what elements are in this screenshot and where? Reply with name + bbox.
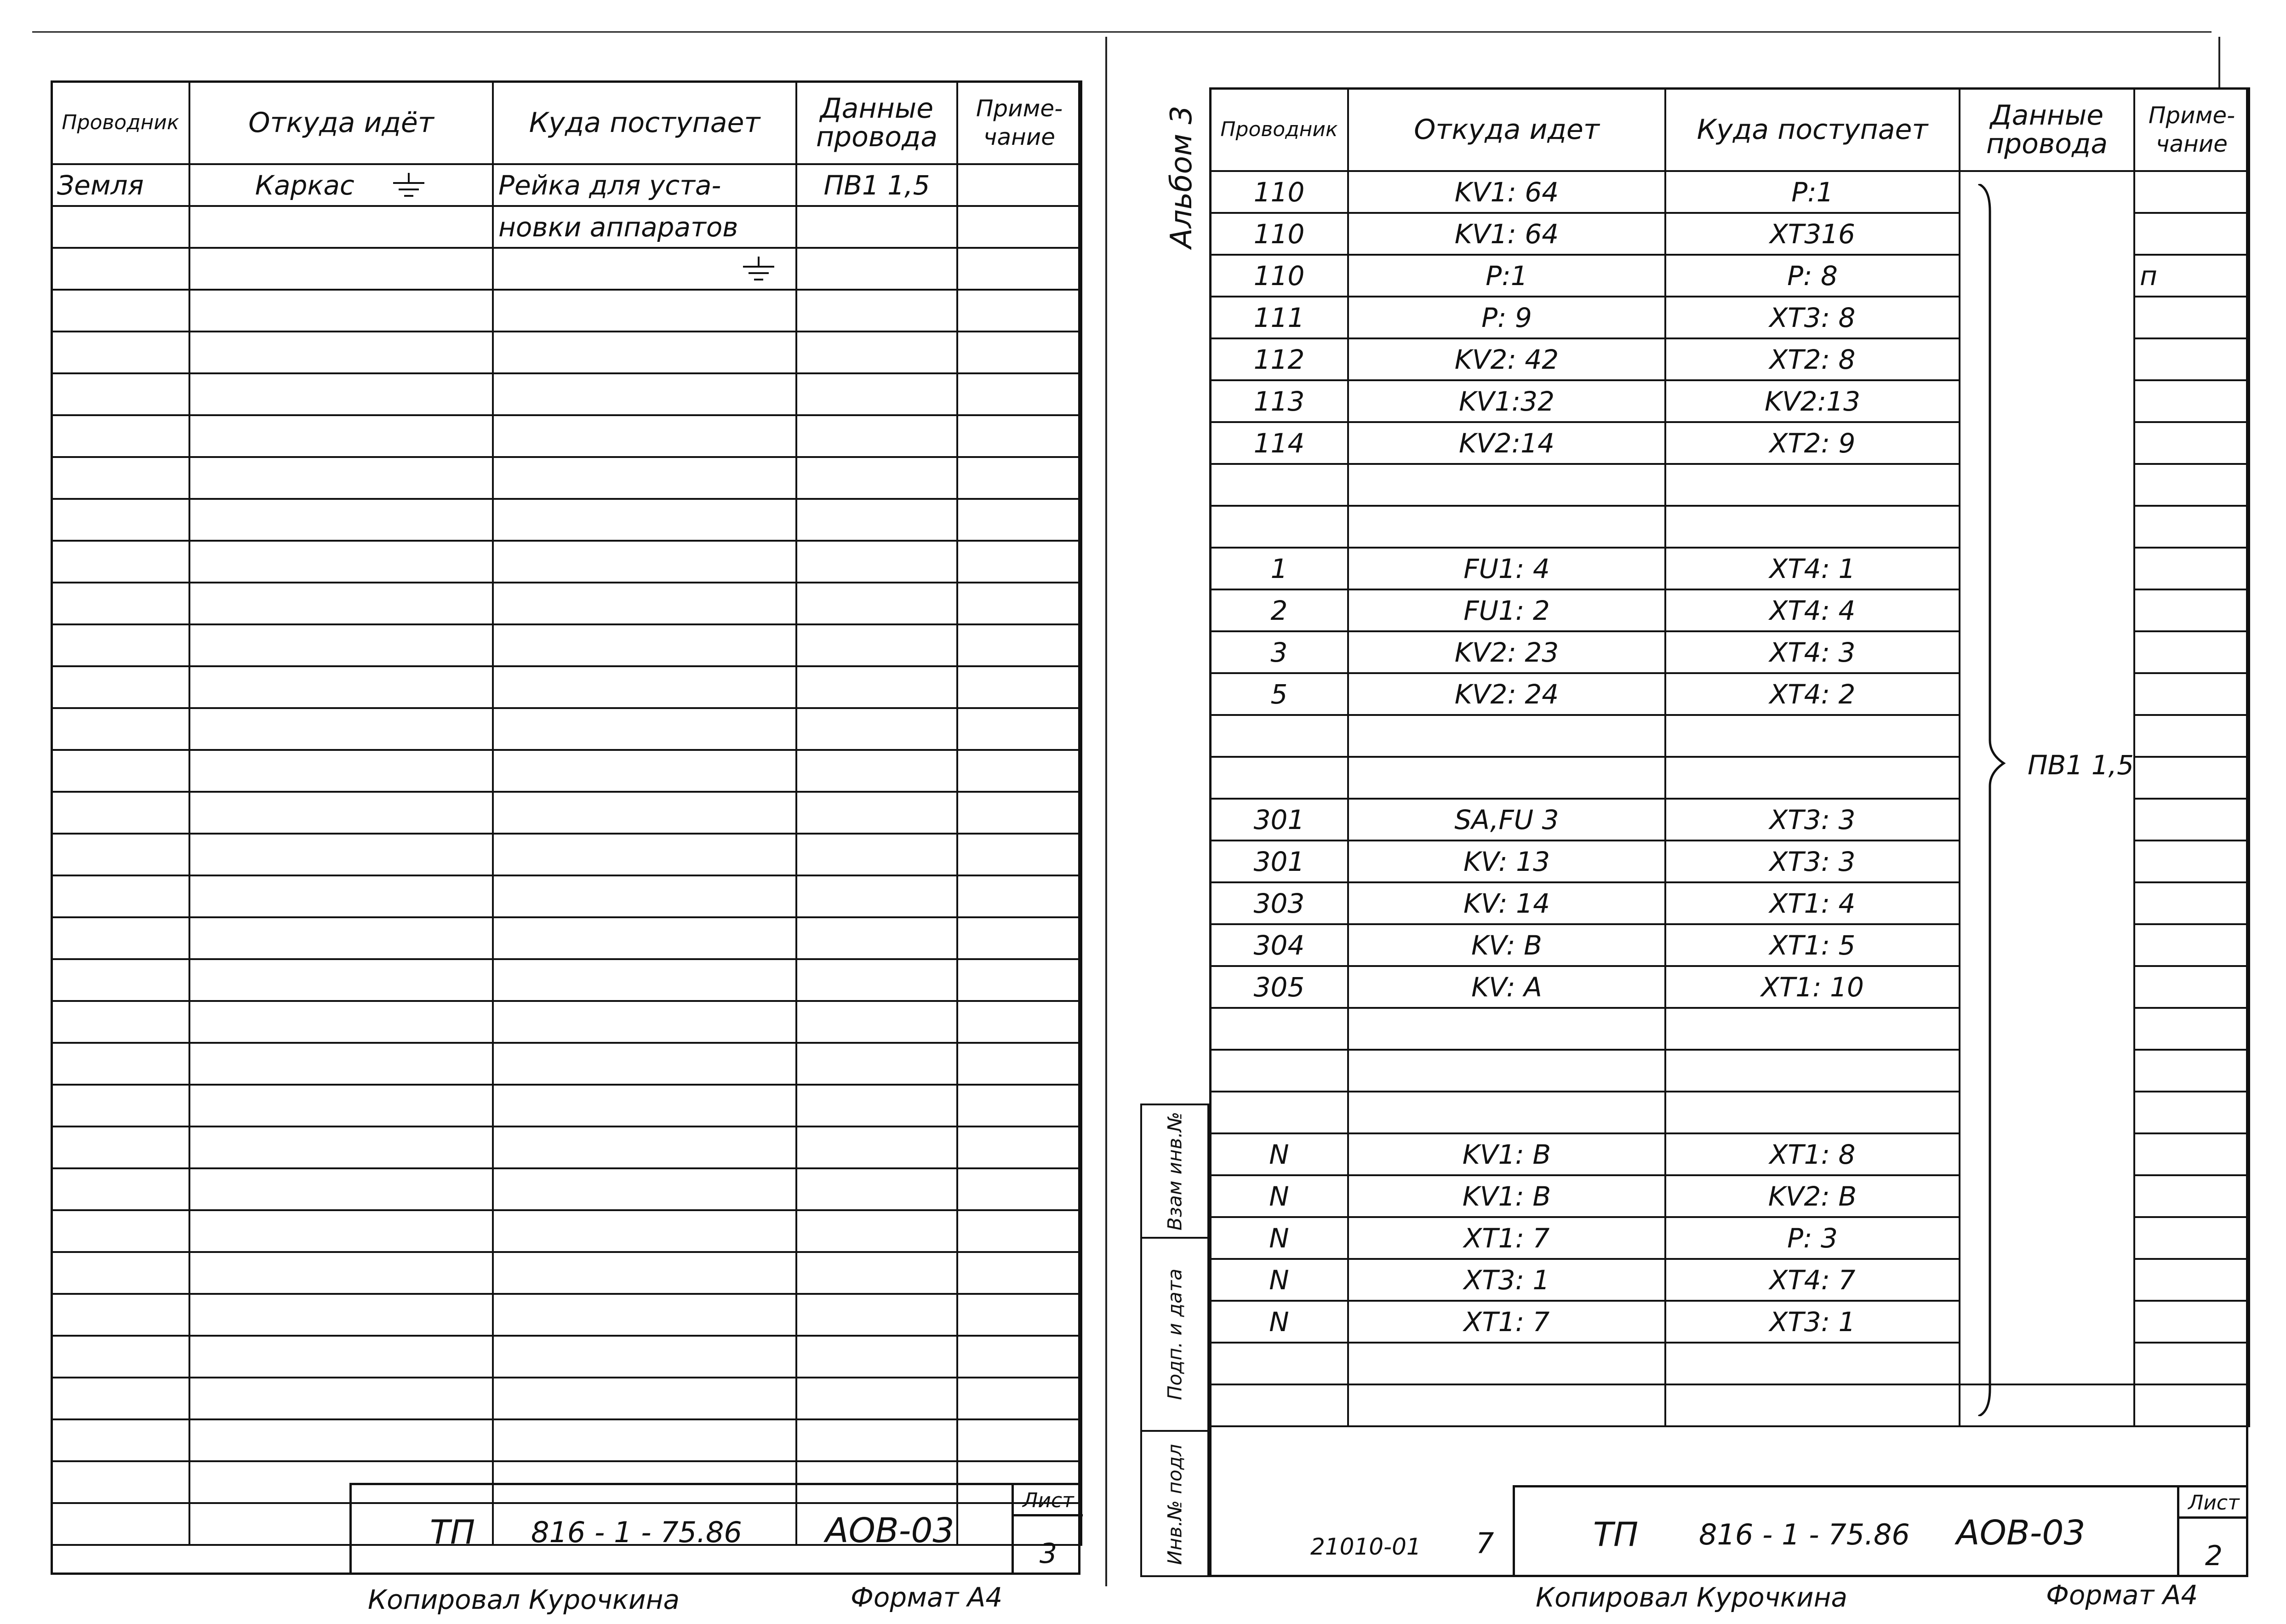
note-cell bbox=[2134, 1259, 2249, 1301]
stamp-replace-inv: Взам инв.№ bbox=[1142, 1105, 1207, 1239]
table-row bbox=[1210, 589, 2249, 631]
table-row bbox=[51, 332, 1081, 373]
table-row bbox=[1210, 1050, 2249, 1092]
table-row bbox=[51, 875, 1081, 917]
ground-icon bbox=[740, 257, 777, 284]
table-row bbox=[51, 959, 1081, 1001]
from-cell bbox=[1348, 506, 1665, 548]
to-cell: XT4: 3 bbox=[1665, 631, 1960, 673]
to-cell: KV2: B bbox=[1665, 1175, 1960, 1217]
wire-data-value: ПВ1 1,5 bbox=[2028, 749, 2134, 781]
to-cell: XT4: 2 bbox=[1665, 673, 1960, 715]
wire-cell: 2 bbox=[1210, 589, 1348, 631]
from-cell: XT3: 1 bbox=[1348, 1259, 1665, 1301]
from-cell: KV: A bbox=[1348, 966, 1665, 1008]
album-label: Альбом 3 bbox=[1165, 105, 1199, 249]
left-wire-table bbox=[51, 80, 1082, 1546]
table-row bbox=[1210, 673, 2249, 715]
to-cell: XT3: 3 bbox=[1665, 799, 1960, 841]
sheet-number: 2 bbox=[2205, 1540, 2223, 1572]
to-cell: XT4: 1 bbox=[1665, 548, 1960, 589]
table-row bbox=[51, 834, 1081, 875]
from-cell: Р: 9 bbox=[1348, 297, 1665, 338]
note-cell bbox=[957, 206, 1081, 248]
wire-cell bbox=[1210, 757, 1348, 799]
title-code: ТП bbox=[430, 1513, 475, 1551]
from-cell: KV2: 42 bbox=[1348, 338, 1665, 380]
table-row bbox=[1210, 631, 2249, 673]
from-cell: KV1: 64 bbox=[1348, 213, 1665, 255]
table-row bbox=[1210, 882, 2249, 924]
table-row bbox=[51, 1168, 1081, 1210]
table-row bbox=[1210, 1175, 2249, 1217]
table-row bbox=[1210, 1092, 2249, 1133]
from-cell: KV: 14 bbox=[1348, 882, 1665, 924]
table-row bbox=[51, 1378, 1081, 1419]
header-to: Куда поступает bbox=[1665, 88, 1960, 171]
note-cell bbox=[2134, 338, 2249, 380]
wire-cell bbox=[1210, 1092, 1348, 1133]
from-cell: KV1:32 bbox=[1348, 380, 1665, 422]
to-cell bbox=[1665, 757, 1960, 799]
from-cell: Р:1 bbox=[1348, 255, 1665, 297]
wire-data-cell: ПВ1 1,5 bbox=[796, 164, 957, 206]
from-cell: KV2: 24 bbox=[1348, 673, 1665, 715]
table-row bbox=[1210, 799, 2249, 841]
table-row bbox=[1210, 255, 2249, 297]
to-cell: XT316 bbox=[1665, 213, 1960, 255]
note-cell bbox=[2134, 506, 2249, 548]
table-row bbox=[51, 290, 1081, 332]
note-cell bbox=[2134, 799, 2249, 841]
to-cell: Рейка для уста- bbox=[493, 164, 796, 206]
ground-icon bbox=[390, 173, 427, 200]
wire-cell: 303 bbox=[1210, 882, 1348, 924]
from-cell: SA,FU 3 bbox=[1348, 799, 1665, 841]
wire-cell: 114 bbox=[1210, 422, 1348, 464]
title-code: ТП bbox=[1593, 1515, 1639, 1554]
wire-cell: N bbox=[1210, 1301, 1348, 1343]
table-row bbox=[1210, 1133, 2249, 1175]
to-cell: Р:1 bbox=[1665, 171, 1960, 213]
from-cell: KV2:14 bbox=[1348, 422, 1665, 464]
table-row bbox=[1210, 464, 2249, 506]
header-wire: Проводник bbox=[51, 81, 189, 164]
wire-cell: 111 bbox=[1210, 297, 1348, 338]
to-cell bbox=[1665, 1050, 1960, 1092]
wire-cell bbox=[1210, 715, 1348, 757]
to-cell: XT1: 8 bbox=[1665, 1133, 1960, 1175]
table-row bbox=[51, 1419, 1081, 1461]
from-cell: KV: 13 bbox=[1348, 841, 1665, 882]
note-cell bbox=[2134, 841, 2249, 882]
wire-cell: 110 bbox=[1210, 213, 1348, 255]
group-brace bbox=[1976, 184, 2008, 1416]
title-number: 816 - 1 - 75.86 bbox=[531, 1515, 742, 1549]
table-row bbox=[1210, 213, 2249, 255]
note-cell bbox=[2134, 213, 2249, 255]
to-cell: XT3: 3 bbox=[1665, 841, 1960, 882]
table-row bbox=[51, 1252, 1081, 1294]
from-cell bbox=[1348, 1050, 1665, 1092]
from-cell bbox=[189, 206, 493, 248]
note-cell bbox=[2134, 1301, 2249, 1343]
note-cell bbox=[2134, 422, 2249, 464]
wire-cell: 112 bbox=[1210, 338, 1348, 380]
table-row bbox=[51, 373, 1081, 415]
table-row bbox=[1210, 1259, 2249, 1301]
to-cell bbox=[1665, 715, 1960, 757]
right-footer-format: Формат А4 bbox=[2046, 1579, 2198, 1611]
table-row bbox=[51, 917, 1081, 959]
table-row bbox=[1210, 338, 2249, 380]
table-row bbox=[1210, 1384, 2249, 1426]
from-cell: KV1: 64 bbox=[1348, 171, 1665, 213]
left-sheet bbox=[51, 80, 1080, 1575]
wire-cell: 113 bbox=[1210, 380, 1348, 422]
from-cell: FU1: 2 bbox=[1348, 589, 1665, 631]
header-note: Приме- чание bbox=[957, 81, 1081, 164]
to-cell bbox=[1665, 1008, 1960, 1050]
note-cell bbox=[2134, 1092, 2249, 1133]
wire-cell: 301 bbox=[1210, 841, 1348, 882]
to-cell: Р: 8 bbox=[1665, 255, 1960, 297]
corner-mark bbox=[2218, 37, 2220, 87]
title-block bbox=[349, 1483, 1080, 1575]
table-row bbox=[1210, 1343, 2249, 1384]
right-sheet bbox=[1209, 87, 2248, 1577]
wire-data-cell bbox=[796, 206, 957, 248]
table-row bbox=[1210, 924, 2249, 966]
table-row bbox=[51, 457, 1081, 499]
from-cell: KV1: B bbox=[1348, 1175, 1665, 1217]
wire-cell: 110 bbox=[1210, 255, 1348, 297]
approval-stamp bbox=[1140, 1104, 1209, 1577]
from-cell: XT1: 7 bbox=[1348, 1301, 1665, 1343]
to-cell: XT2: 8 bbox=[1665, 338, 1960, 380]
from-cell: KV1: B bbox=[1348, 1133, 1665, 1175]
note-cell bbox=[2134, 464, 2249, 506]
note-cell bbox=[2134, 757, 2249, 799]
note-cell bbox=[2134, 631, 2249, 673]
from-cell bbox=[1348, 715, 1665, 757]
wire-cell: N bbox=[1210, 1175, 1348, 1217]
note-cell bbox=[2134, 1133, 2249, 1175]
to-cell: XT4: 4 bbox=[1665, 589, 1960, 631]
table-row bbox=[1210, 1217, 2249, 1259]
wire-cell bbox=[1210, 506, 1348, 548]
sheet-number-cell bbox=[1012, 1485, 1083, 1573]
note-cell bbox=[2134, 171, 2249, 213]
wire-cell: N bbox=[1210, 1259, 1348, 1301]
wire-cell: 304 bbox=[1210, 924, 1348, 966]
title-doc: АОВ-03 bbox=[1956, 1513, 2086, 1553]
to-cell: XT3: 8 bbox=[1665, 297, 1960, 338]
from-cell: KV2: 23 bbox=[1348, 631, 1665, 673]
wire-cell: Земля bbox=[51, 164, 189, 206]
wire-cell: 3 bbox=[1210, 631, 1348, 673]
title-number: 816 - 1 - 75.86 bbox=[1699, 1518, 1910, 1551]
sheet-label: Лист bbox=[2179, 1491, 2248, 1519]
header-wire-data: Данные провода bbox=[1960, 88, 2134, 171]
wire-cell: 5 bbox=[1210, 673, 1348, 715]
fold-line bbox=[1105, 37, 1107, 1586]
table-row bbox=[51, 248, 1081, 290]
to-cell: XT1: 5 bbox=[1665, 924, 1960, 966]
table-row bbox=[51, 1336, 1081, 1378]
header-from: Откуда идет bbox=[1348, 88, 1665, 171]
table-row bbox=[51, 583, 1081, 624]
to-cell: XT1: 10 bbox=[1665, 966, 1960, 1008]
wire-cell: 301 bbox=[1210, 799, 1348, 841]
table-row bbox=[1210, 841, 2249, 882]
note-cell bbox=[2134, 1217, 2249, 1259]
note-cell bbox=[2134, 924, 2249, 966]
from-cell: FU1: 4 bbox=[1348, 548, 1665, 589]
note-cell bbox=[2134, 882, 2249, 924]
table-row bbox=[51, 1085, 1081, 1127]
to-cell: XT1: 4 bbox=[1665, 882, 1960, 924]
table-row bbox=[51, 1294, 1081, 1336]
to-cell: новки аппаратов bbox=[493, 206, 796, 248]
note-cell bbox=[2134, 380, 2249, 422]
note-cell bbox=[2134, 1175, 2249, 1217]
table-row bbox=[51, 1210, 1081, 1252]
left-footer-format: Формат А4 bbox=[851, 1582, 1003, 1613]
table-row bbox=[1210, 1301, 2249, 1343]
note-cell bbox=[2134, 589, 2249, 631]
right-footer-copied: Копировал Курочкина bbox=[1536, 1582, 1848, 1613]
table-row bbox=[1210, 171, 2249, 213]
table-row bbox=[51, 541, 1081, 583]
from-cell bbox=[1348, 1092, 1665, 1133]
table-row bbox=[1210, 548, 2249, 589]
header-wire-data: Данные провода bbox=[796, 81, 957, 164]
note-cell: п bbox=[2134, 255, 2249, 297]
wire-cell bbox=[51, 206, 189, 248]
inventory-extra: 7 bbox=[1476, 1527, 1494, 1560]
to-cell bbox=[493, 248, 796, 290]
to-cell bbox=[1665, 1092, 1960, 1133]
table-row bbox=[51, 750, 1081, 792]
note-cell bbox=[957, 164, 1081, 206]
to-cell: KV2:13 bbox=[1665, 380, 1960, 422]
left-footer-copied: Копировал Курочкина bbox=[368, 1584, 680, 1615]
note-cell bbox=[2134, 966, 2249, 1008]
header-to: Куда поступает bbox=[493, 81, 796, 164]
wire-cell bbox=[1210, 1050, 1348, 1092]
note-cell bbox=[2134, 297, 2249, 338]
table-row bbox=[51, 624, 1081, 666]
sheet-number-cell bbox=[2177, 1487, 2248, 1575]
wire-cell bbox=[1210, 1008, 1348, 1050]
table-row bbox=[51, 1001, 1081, 1043]
header-note: Приме- чание bbox=[2134, 88, 2249, 171]
table-row bbox=[51, 792, 1081, 834]
wire-cell bbox=[1210, 464, 1348, 506]
to-cell: XT2: 9 bbox=[1665, 422, 1960, 464]
to-cell bbox=[1665, 506, 1960, 548]
sheet-label: Лист bbox=[1014, 1489, 1083, 1516]
from-cell bbox=[1348, 1008, 1665, 1050]
from-cell bbox=[189, 164, 493, 206]
note-cell bbox=[2134, 715, 2249, 757]
table-row bbox=[51, 1043, 1081, 1085]
header-from: Откуда идёт bbox=[189, 81, 493, 164]
from-text: Каркас bbox=[255, 169, 354, 201]
from-cell bbox=[1348, 464, 1665, 506]
from-cell: KV: B bbox=[1348, 924, 1665, 966]
table-row bbox=[51, 666, 1081, 708]
title-doc: АОВ-03 bbox=[825, 1511, 954, 1550]
wire-cell: 305 bbox=[1210, 966, 1348, 1008]
from-cell: XT1: 7 bbox=[1348, 1217, 1665, 1259]
table-row bbox=[1210, 966, 2249, 1008]
table-row bbox=[51, 206, 1081, 248]
to-cell bbox=[1665, 464, 1960, 506]
to-cell: XT3: 1 bbox=[1665, 1301, 1960, 1343]
sheet-number: 3 bbox=[1039, 1538, 1057, 1570]
inventory-number: 21010-01 bbox=[1310, 1533, 1421, 1560]
table-row bbox=[51, 164, 1081, 206]
wire-cell: 1 bbox=[1210, 548, 1348, 589]
table-row bbox=[1210, 297, 2249, 338]
header-wire: Проводник bbox=[1210, 88, 1348, 171]
to-cell: XT4: 7 bbox=[1665, 1259, 1960, 1301]
table-row bbox=[1210, 506, 2249, 548]
top-rule bbox=[32, 31, 2212, 33]
table-row bbox=[1210, 380, 2249, 422]
table-row bbox=[51, 499, 1081, 541]
wire-cell: 110 bbox=[1210, 171, 1348, 213]
note-cell bbox=[2134, 1050, 2249, 1092]
note-cell bbox=[2134, 673, 2249, 715]
table-row bbox=[51, 415, 1081, 457]
table-row bbox=[1210, 422, 2249, 464]
table-row bbox=[51, 708, 1081, 750]
stamp-orig-inv: Инв.№ подл bbox=[1163, 1444, 1186, 1565]
table-row bbox=[51, 1127, 1081, 1168]
wire-cell: N bbox=[1210, 1217, 1348, 1259]
title-block bbox=[1513, 1485, 2248, 1577]
note-cell bbox=[2134, 548, 2249, 589]
to-cell: Р: 3 bbox=[1665, 1217, 1960, 1259]
note-cell bbox=[2134, 1008, 2249, 1050]
wire-cell: N bbox=[1210, 1133, 1348, 1175]
stamp-sign-date: Подп. и дата bbox=[1142, 1239, 1207, 1432]
table-row bbox=[1210, 1008, 2249, 1050]
from-cell bbox=[1348, 757, 1665, 799]
